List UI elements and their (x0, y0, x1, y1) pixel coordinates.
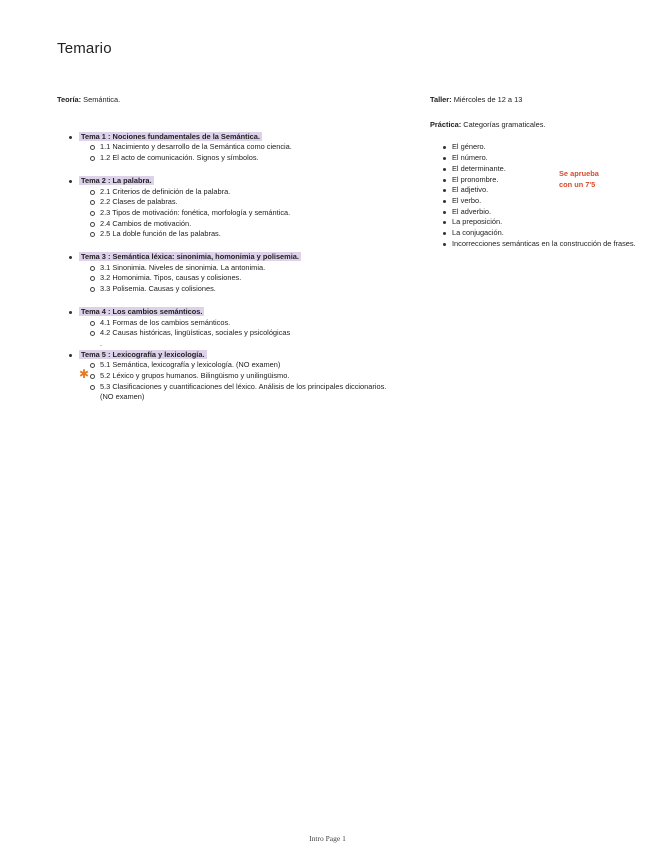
topic-3 (57, 252, 412, 295)
list-item: 4.1 Formas de los cambios semánticos. (57, 318, 412, 329)
topic-heading: Tema 1 : Nociones fundamentales de la Semántica. (81, 131, 260, 141)
teoria-label: Teoría: (57, 95, 82, 104)
taller-value: Miércoles de 12 a 13 (453, 95, 523, 104)
list-item: 5.1 Semántica, lexicografía y lexicología. (NO examen) (57, 360, 412, 371)
list-item: 4.2 Causas históricas, lingüísticas, sociales y psicológicas (57, 328, 412, 339)
list-item-continuation: (NO examen) (100, 392, 145, 402)
list-item-continuation: . (100, 338, 103, 348)
list-item: El pronombre. (430, 175, 652, 186)
list-item: 2.3 Tipos de motivación: fonética, morfología y semántica. (57, 208, 412, 219)
star-icon: ✱ (79, 367, 90, 382)
list-item: 2.4 Cambios de motivación. (57, 219, 412, 230)
list-item: 2.5 La doble función de las palabras. (57, 229, 412, 240)
topic-heading: Tema 5 : Lexicografía y lexicología. (81, 349, 205, 359)
list-item: 2.2 Clases de palabras. (57, 197, 412, 208)
practica-line (430, 120, 652, 131)
topic-1 (57, 132, 412, 164)
list-item: La conjugación. (430, 228, 652, 239)
list-item-starred (57, 367, 412, 382)
taller-label: Taller: (430, 95, 452, 104)
taller-line (430, 95, 652, 106)
page-title: Temario (57, 40, 112, 57)
list-item: 3.1 Sinonimia. Niveles de sinonimia. La antonimia. (57, 263, 412, 274)
list-item: 2.1 Criterios de definición de la palabra. (57, 187, 412, 198)
list-item: El género. (430, 142, 652, 153)
list-item: El adverbio. (430, 207, 652, 218)
list-item: El determinante. (430, 164, 652, 175)
list-item: El verbo. (430, 196, 652, 207)
list-item: 3.2 Homonimia. Tipos, causas y colisiones. (57, 273, 412, 284)
list-item: El número. (430, 153, 652, 164)
practice-list (430, 142, 652, 249)
theory-column (57, 95, 412, 403)
practica-label: Práctica: (430, 119, 462, 129)
grade-note-line2: con un 7'5 (559, 180, 596, 189)
topic-heading: Tema 2 : La palabra. (81, 175, 152, 185)
list-item-text: 5.2 Léxico y grupos humanos. Bilingüismo y unilingüismo. (100, 371, 290, 381)
teoria-line (57, 95, 412, 106)
list-item: Incorrecciones semánticas en la construcción de frases. (430, 239, 652, 250)
list-item: 5.3 Clasificaciones y cuantificaciones del léxico. Análisis de los principales diccionarios. (57, 382, 412, 393)
teoria-value: Semántica. (83, 95, 121, 104)
topic-5 (57, 350, 412, 404)
topic-4 (57, 307, 412, 350)
list-item: 3.3 Polisemia. Causas y colisiones. (57, 284, 412, 295)
grade-note-line1: Se aprueba (559, 169, 599, 178)
topic-heading: Tema 3 : Semántica léxica: sinonimia, homonimia y polisemia. (81, 252, 299, 262)
page-footer: Intro Page 1 (309, 834, 346, 843)
list-item: El adjetivo. (430, 185, 652, 196)
list-item: 1.2 El acto de comunicación. Signos y símbolos. (57, 153, 412, 164)
grade-note (559, 168, 599, 190)
list-item: 1.1 Nacimiento y desarrollo de la Semántica como ciencia. (57, 142, 412, 153)
topic-2 (57, 176, 412, 240)
list-item: La preposición. (430, 217, 652, 228)
topic-heading: Tema 4 : Los cambios semánticos. (81, 306, 203, 316)
practice-column (430, 95, 652, 249)
practica-value: Categorías gramaticales. (463, 119, 546, 129)
